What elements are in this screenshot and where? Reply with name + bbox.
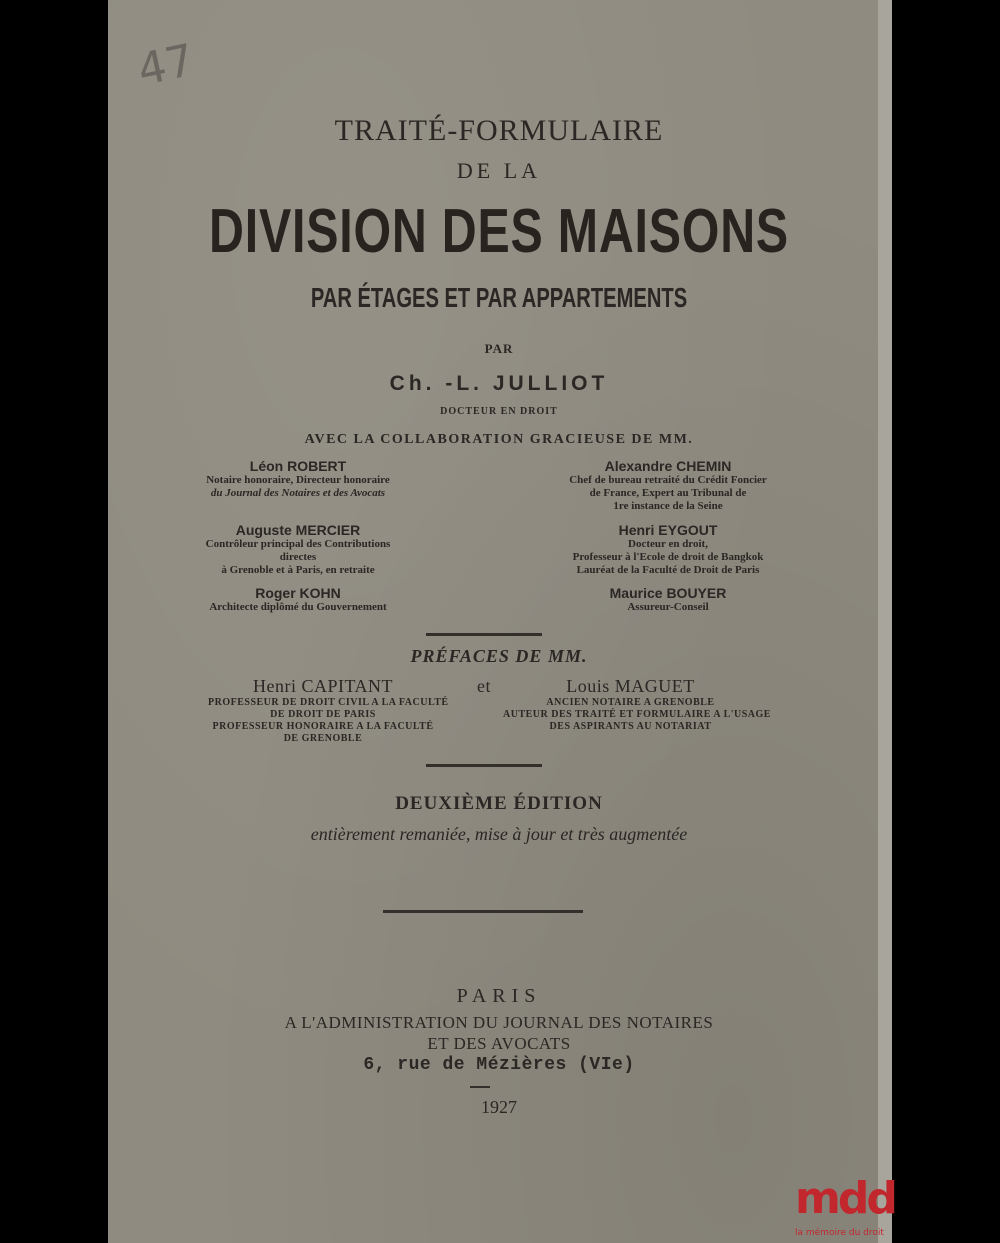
preface-author (503, 676, 771, 733)
collaborator (138, 585, 458, 614)
collaborator-desc: directes (279, 551, 317, 563)
preface-author (208, 676, 449, 745)
logo-text: la mémoire du droit (795, 1228, 884, 1238)
collaborator-desc: Notaire honoraire, Directeur honoraire (206, 474, 390, 486)
publisher-address: 6, rue de Mézières (VIe) (363, 1055, 635, 1075)
preface-author-desc: ANCIEN NOTAIRE A GRENOBLE (546, 697, 715, 708)
divider (470, 1086, 490, 1088)
watermark-logo (795, 1175, 895, 1243)
collaborator-desc: Architecte diplômé du Gouvernement (209, 601, 387, 613)
collaborator (138, 458, 458, 500)
collaboration-intro: AVEC LA COLLABORATION GRACIEUSE DE MM. (304, 432, 694, 447)
preface-author-desc: DE GRENOBLE (283, 733, 363, 744)
collaborator-desc: Docteur en droit, (628, 538, 708, 550)
publisher-line-2: ET DES AVOCATS (427, 1034, 571, 1053)
collaborator-desc: 1re instance de la Seine (613, 500, 723, 512)
by-label: PAR (484, 341, 514, 356)
preface-author-desc: DES ASPIRANTS AU NOTARIAT (549, 721, 712, 732)
collaborator (508, 522, 828, 577)
divider (426, 633, 542, 636)
author-name: Ch. -L. JULLIOT (389, 372, 609, 395)
collaborator-desc: Chef de bureau retraité du Crédit Foncier (569, 474, 767, 486)
edition-subtitle: entièrement remaniée, mise à jour et très augmentée (310, 824, 688, 844)
publisher-city: PARIS (456, 985, 542, 1007)
collaborator-desc: Professeur à l'Ecole de droit de Bangkok (572, 551, 764, 563)
collaborator-desc: Assureur-Conseil (627, 601, 709, 613)
collaborator-name: Roger KOHN (255, 585, 341, 601)
preface-author-desc: PROFESSEUR DE DROIT CIVIL A LA FACULTÉ (208, 697, 449, 708)
publisher-line-1: A L'ADMINISTRATION DU JOURNAL DES NOTAIRES (284, 1013, 714, 1032)
collaborator-desc: Lauréat de la Faculté de Droit de Paris (576, 564, 760, 576)
collaborator-desc: de France, Expert au Tribunal de (589, 487, 747, 499)
pencil-annotation: 47 (133, 34, 199, 97)
preface-author-name: Louis MAGUET (566, 676, 695, 696)
publication-year: 1927 (481, 1097, 517, 1117)
author-degree: DOCTEUR EN DROIT (440, 406, 558, 417)
book-cover (108, 0, 890, 1243)
main-title: DIVISION DES MAISONS (209, 197, 789, 266)
collaborator (138, 522, 458, 577)
page-edge (878, 0, 892, 1243)
collaborator-desc: du Journal des Notaires et des Avocats (210, 487, 386, 499)
collaborator-name: Léon ROBERT (249, 458, 347, 474)
collaborator-desc: à Grenoble et à Paris, en retraite (221, 564, 375, 576)
collaborator-name: Alexandre CHEMIN (604, 458, 732, 474)
collaborator (508, 458, 828, 513)
preface-conjunction-wrap (474, 676, 494, 697)
title-line-2: DE LA (456, 158, 542, 183)
preface-conjunction: et (477, 676, 491, 696)
collaborator-desc: Contrôleur principal des Contributions (205, 538, 391, 550)
divider (426, 764, 542, 767)
preface-author-desc: PROFESSEUR HONORAIRE A LA FACULTÉ (212, 721, 434, 732)
collaborator-name: Auguste MERCIER (235, 522, 361, 538)
logo-mark: mdd (795, 1173, 895, 1224)
preface-author-name: Henri CAPITANT (252, 676, 394, 696)
collaborator (508, 585, 828, 614)
edition-title: DEUXIÈME ÉDITION (395, 793, 603, 814)
preface-author-desc: DE DROIT DE PARIS (270, 709, 376, 720)
title-line-1: TRAITÉ-FORMULAIRE (334, 114, 664, 147)
preface-author-desc: AUTEUR DES TRAITÉ ET FORMULAIRE A L'USAGE (503, 709, 771, 720)
prefaces-label: PRÉFACES DE MM. (410, 646, 588, 666)
collaborator-name: Maurice BOUYER (609, 585, 727, 601)
collaborator-name: Henri EYGOUT (618, 522, 718, 538)
divider (383, 910, 583, 913)
subtitle: PAR ÉTAGES ET PAR APPARTEMENTS (310, 282, 688, 313)
